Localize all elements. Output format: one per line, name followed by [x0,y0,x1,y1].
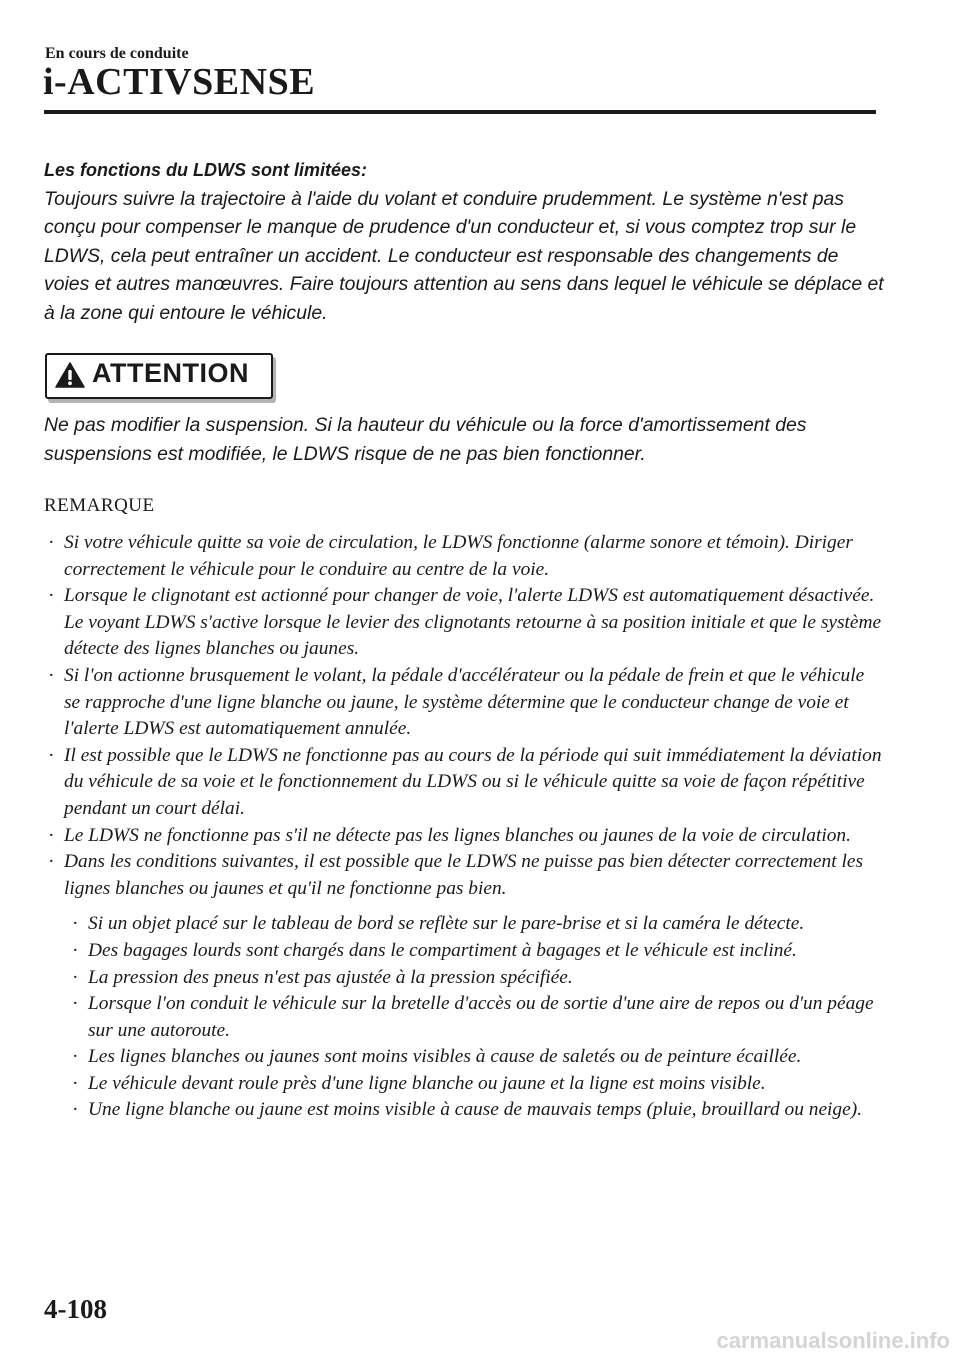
list-item [44,823,884,850]
attention-label: ATTENTION [92,358,249,388]
sub-list-item [68,965,884,992]
bullet: · [72,966,79,988]
attention-text: Ne pas modifier la suspension. Si la hauteur du véhicule ou la force d'amortissement des suspensions est modifiée, le LDWS risque de ne pas bien fonctionner. [44,414,807,465]
bullet: · [72,1046,79,1068]
sub-list-item-text: Des bagages lourds sont chargés dans le compartiment à bagages et le véhicule est incliné. [88,939,797,961]
list-item-text: Dans les conditions suivantes, il est possible que le LDWS ne puisse pas bien détecter correctement les lignes blanches ou jaunes et qu'il ne fonctionne pas bien. [64,851,864,899]
list-item [44,743,884,823]
bullet: · [72,1072,79,1094]
list-item [44,663,884,743]
list-item [44,530,884,583]
sub-list-item-text: La pression des pneus n'est pas ajustée à la pression spécifiée. [88,966,573,988]
watermark: carmanualsonline.info [716,1328,950,1353]
sub-list-item-text: Lorsque l'on conduit le véhicule sur la bretelle d'accès ou de sortie d'une aire de repos ou d'un péage sur une autoroute. [88,993,874,1041]
bullet: · [48,851,55,873]
sub-list-item [68,991,884,1044]
attention-banner [45,353,273,399]
page-number: 4-108 [44,1294,107,1324]
bullet: · [72,939,79,961]
bullet: · [48,585,55,607]
header-divider [44,110,876,114]
warning-text: Toujours suivre la trajectoire à l'aide du volant et conduire prudemment. Le système n'est pas conçu pour compenser le manque de prudence d'un conducteur et, si vous comptez trop sur le LDWS, cela peut entraîner un accident. Le conducteur est responsable des changements de voies et autres manœuvres. Faire toujours attention au sens dans lequel le véhicule se déplace et à la zone qui entoure le véhicule. [44,187,884,324]
list-item [44,583,884,663]
bullet: · [72,1099,79,1121]
list-item-text: Si votre véhicule quitte sa voie de circulation, le LDWS fonctionne (alarme sonore et témoin). Diriger correctement le véhicule pour le conduire au centre de la voie. [64,532,853,580]
sub-list-item-text: Le véhicule devant roule près d'une ligne blanche ou jaune et la ligne est moins visible. [88,1072,766,1094]
list-item-text: Il est possible que le LDWS ne fonctionne pas au cours de la période qui suit immédiatement la déviation du véhicule de sa voie et le fonctionnement du LDWS ou si le véhicule quitte sa voie de façon répétitive pendant un court délai. [64,744,882,819]
remarque-list [44,530,884,1124]
bullet: · [48,664,55,686]
list-item-text: Lorsque le clignotant est actionné pour changer de voie, l'alerte LDWS est automatiquement désactivée. Le voyant LDWS s'active lorsque le levier des clignotants retourne à sa position initiale et que le système détecte des lignes blanches ou jaunes. [64,585,882,660]
sub-list-item [68,1044,884,1071]
sub-list-item [68,938,884,965]
sub-list-item-text: Si un objet placé sur le tableau de bord se reflète sur le pare-brise et si la caméra le détecte. [88,913,805,935]
sub-list [44,911,884,1124]
section-title: En cours de conduite [45,45,189,62]
sub-list-item [68,1071,884,1098]
list-item-text: Le LDWS ne fonctionne pas s'il ne détecte pas les lignes blanches ou jaunes de la voie de circulation. [64,824,851,846]
list-item-text: Si l'on actionne brusquement le volant, la pédale d'accélérateur ou la pédale de frein et que le véhicule se rapproche d'une ligne blanche ou jaune, le système détermine que le conducteur change de voie et l'alerte LDWS est automatiquement annulée. [64,664,865,740]
sub-list-item-text: Une ligne blanche ou jaune est moins visible à cause de mauvais temps (pluie, brouillard ou neige). [88,1099,863,1121]
bullet: · [48,532,55,553]
sub-list-item-text: Les lignes blanches ou jaunes sont moins visibles à cause de saletés ou de peinture écaillée. [88,1046,802,1068]
warning-title: Les fonctions du LDWS sont limitées: [44,160,368,180]
bullet: · [48,824,55,846]
sub-list-item [68,1097,884,1124]
list-item [44,849,884,902]
bullet: · [72,993,79,1015]
chapter-title: i-ACTIVSENSE [43,61,316,103]
bullet: · [48,744,55,766]
bullet: · [72,913,79,935]
warning-block [44,156,884,328]
remarque-title: REMARQUE [44,495,155,516]
warning-triangle-icon [55,362,85,388]
sub-list-item [68,911,884,938]
